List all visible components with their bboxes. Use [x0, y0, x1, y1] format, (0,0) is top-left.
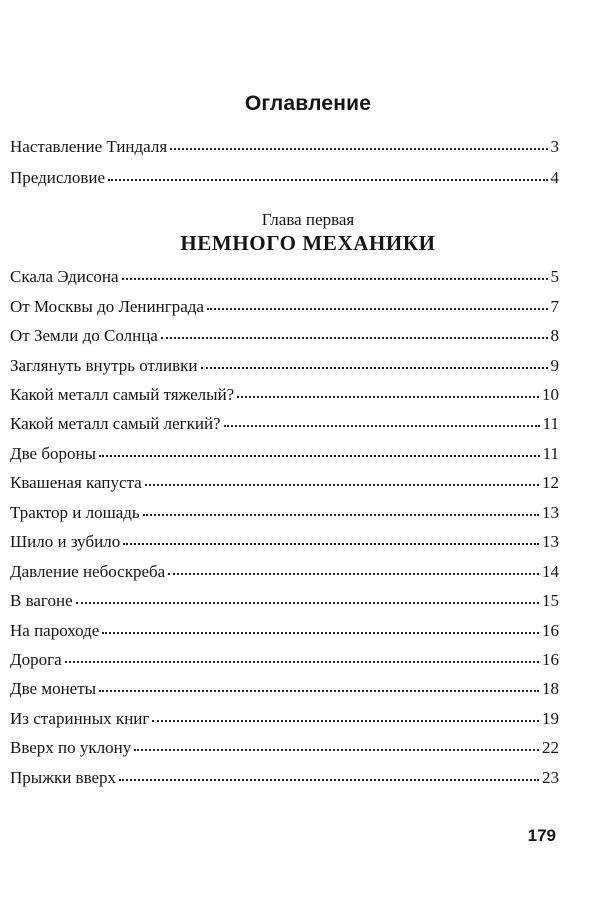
toc-entry-page: 11 — [542, 414, 559, 433]
toc-entry[interactable] — [10, 471, 559, 495]
chapter-label: Глава первая — [261, 210, 355, 229]
dot-leader — [161, 337, 548, 339]
toc-entry[interactable] — [10, 442, 559, 466]
toc-entry[interactable] — [10, 135, 559, 159]
toc-entry[interactable] — [10, 295, 559, 319]
dot-leader — [122, 278, 548, 280]
toc-entry[interactable] — [10, 265, 559, 289]
toc-entry-label: Две бороны — [10, 444, 96, 463]
toc-entry-label: Давление небоскреба — [10, 562, 166, 581]
toc-entry-page: 14 — [542, 562, 559, 581]
toc-entry-page: 13 — [542, 532, 559, 551]
toc-entry-label: Какой металл самый тяжелый? — [10, 385, 235, 404]
toc-entry-label: Заглянуть внутрь отливки — [10, 356, 198, 375]
dot-leader — [143, 514, 539, 516]
toc-entry[interactable] — [10, 324, 559, 348]
dot-leader — [99, 690, 539, 692]
toc-entry-label: Дорога — [10, 650, 62, 669]
toc-entry-page: 10 — [542, 385, 559, 404]
toc-entry-label: Из старинных книг — [10, 709, 150, 728]
toc-entry-page: 18 — [542, 679, 559, 698]
toc-entry-page: 13 — [542, 503, 559, 522]
toc-entry-page: 19 — [542, 709, 559, 728]
toc-entry[interactable] — [10, 589, 559, 613]
page-number: 179 — [527, 826, 556, 845]
toc-entry[interactable] — [10, 707, 559, 731]
toc-entry[interactable] — [10, 383, 559, 407]
dot-leader — [123, 543, 539, 545]
chapter-title: НЕМНОГО МЕХАНИКИ — [180, 231, 436, 255]
dot-leader — [119, 779, 539, 781]
dot-leader — [237, 396, 539, 398]
toc-entry-page: 8 — [550, 326, 559, 345]
dot-leader — [134, 749, 539, 751]
toc-entry-page: 11 — [542, 444, 559, 463]
toc-entry-label: В вагоне — [10, 591, 73, 610]
dot-leader — [201, 367, 548, 369]
toc-entry[interactable] — [10, 619, 559, 643]
toc-entry[interactable] — [10, 766, 559, 790]
dot-leader — [170, 148, 547, 150]
toc-entry-page: 9 — [550, 356, 559, 375]
toc-entry[interactable] — [10, 501, 559, 525]
toc-entry-page: 7 — [550, 297, 559, 316]
toc-entry-label: Вверх по уклону — [10, 738, 132, 757]
dot-leader — [168, 573, 539, 575]
toc-title: Оглавление — [244, 92, 372, 115]
toc-entry-page: 12 — [542, 473, 559, 492]
toc-entry[interactable] — [10, 677, 559, 701]
toc-entry-label: Наставление Тиндаля — [10, 137, 168, 156]
dot-leader — [145, 484, 539, 486]
dot-leader — [152, 720, 539, 722]
dot-leader — [102, 632, 539, 634]
toc-entry-page: 5 — [550, 267, 559, 286]
dot-leader — [65, 661, 539, 663]
toc-entry-label: На пароходе — [10, 621, 100, 640]
toc-entry-label: От Земли до Солнца — [10, 326, 158, 345]
dot-leader — [76, 602, 539, 604]
toc-entry-page: 16 — [542, 650, 559, 669]
toc-entry[interactable] — [10, 648, 559, 672]
toc-entry-label: Две монеты — [10, 679, 97, 698]
toc-entry-page: 23 — [542, 768, 559, 787]
toc-entry-page: 3 — [550, 137, 559, 156]
toc-entry-label: Трактор и лошадь — [10, 503, 140, 522]
toc-entry[interactable] — [10, 166, 559, 190]
toc-entry-label: Предисловие — [10, 168, 106, 187]
toc-entry-page: 15 — [542, 591, 559, 610]
dot-leader — [207, 308, 548, 310]
toc-entry[interactable] — [10, 530, 559, 554]
toc-entry[interactable] — [10, 560, 559, 584]
dot-leader — [108, 179, 547, 181]
toc-entry-label: Скала Эдисона — [10, 267, 119, 286]
toc-entry-label: Квашеная капуста — [10, 473, 142, 492]
dot-leader — [99, 455, 540, 457]
toc-entry-label: Прыжки вверх — [10, 768, 117, 787]
dot-leader — [224, 425, 540, 427]
toc-entry[interactable] — [10, 412, 559, 436]
toc-entry[interactable] — [10, 354, 559, 378]
toc-entry-page: 22 — [542, 738, 559, 757]
toc-entry-label: От Москвы до Ленинграда — [10, 297, 204, 316]
toc-entry-label: Какой металл самый легкий? — [10, 414, 221, 433]
toc-entry[interactable] — [10, 736, 559, 760]
toc-entry-label: Шило и зубило — [10, 532, 121, 551]
toc-entry-page: 16 — [542, 621, 559, 640]
toc-entry-page: 4 — [550, 168, 559, 187]
